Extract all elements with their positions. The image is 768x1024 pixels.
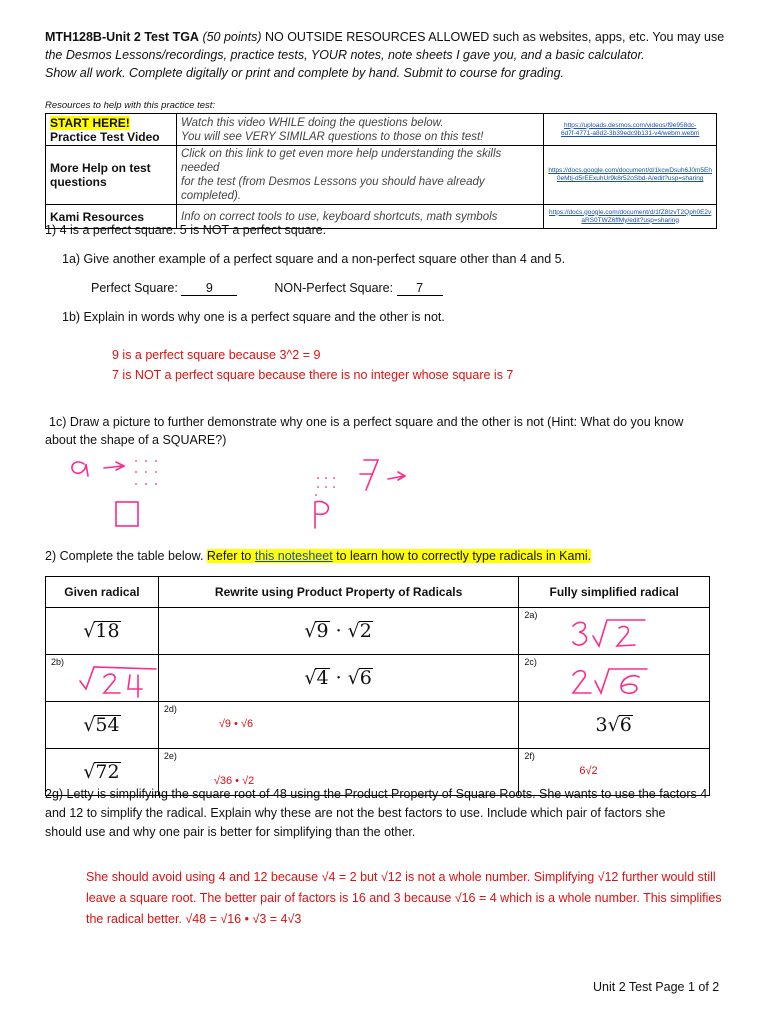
q1a-prompt: 1a) Give another example of a perfect square and a non-perfect square other than 4 and 5. (62, 252, 566, 266)
q2g-prompt-line2: and 12 to simplify the radical. Explain why these are not the best factors to use. Include which pair of factors she (45, 806, 666, 820)
table-row (46, 655, 710, 702)
radicand: 18 (95, 620, 120, 642)
q2-note-prefix: Refer to (206, 549, 255, 563)
radicand: 6 (619, 714, 632, 736)
q2g-answer-line2: leave a square root. The better pair of factors is 16 and 3 because √16 = 4 which is a whole number. This simplifies (86, 891, 722, 905)
q2g-answer-line1: She should avoid using 4 and 12 because √4 = 2 but √12 is not a whole number. Simplifying √12 further would still (86, 870, 716, 884)
handwritten-root-24 (76, 655, 166, 699)
given-radical-cell: √54 (46, 702, 159, 749)
resource-desc-line1: Watch this video WHILE doing the questions below. (181, 116, 444, 129)
radicand: 4 (316, 667, 329, 689)
resource-title-line1: More Help on test (50, 161, 151, 175)
typed-answer: √36 • √2 (213, 775, 255, 787)
radicals-table (45, 576, 710, 796)
resources-note: Resources to help with this practice test: (45, 100, 216, 111)
radicand: 72 (95, 761, 120, 783)
radicand: 54 (95, 714, 120, 736)
start-here-label: START HERE! (50, 115, 130, 130)
q2g-answer-line3: the radical better. √48 = √16 • √3 = 4√3 (86, 912, 302, 926)
column-header: Given radical (46, 577, 159, 608)
notesheet-link[interactable]: this notesheet (254, 549, 333, 563)
q2-stem-text: 2) Complete the table below. (45, 549, 207, 563)
radicand: 6 (359, 667, 372, 689)
problem-tag: 2c) (524, 657, 537, 667)
problem-tag: 2d) (163, 704, 177, 714)
q2-highlighted-note (207, 549, 591, 563)
radicand: 9 (316, 620, 329, 642)
header-line2: the Desmos Lessons/recordings, practice tests, YOUR notes, note sheets I gave you, and a basic calculator. (45, 48, 645, 62)
non-perfect-square-answer[interactable]: 7 (397, 281, 443, 296)
q1c-prompt-line2: about the shape of a SQUARE?) (45, 433, 227, 447)
resource-desc-line2: for the test (from Desmos Lessons you should have already completed). (181, 176, 485, 202)
resource-link-line1[interactable]: https://docs.google.com/document/d/1fZ8IzvT2Qph0E2v (549, 208, 712, 216)
resource-desc: Info on correct tools to use, keyboard shortcuts, math symbols (177, 205, 544, 229)
resource-title-line2: Practice Test Video (50, 129, 160, 144)
problem-tag: 2e) (163, 751, 177, 761)
typed-answer: 6√2 (579, 765, 598, 777)
q1-stem: 1) 4 is a perfect square. 5 is NOT a perfect square. (45, 223, 327, 237)
q2g-prompt-line1: 2g) Letty is simplifying the square root of 48 using the Product Property of Square Roots. She wants to use the factors 4 (45, 787, 708, 801)
given-radical-cell: √72 (46, 749, 159, 796)
handwritten-3-root-2 (569, 608, 659, 652)
resource-desc-line2: You will see VERY SIMILAR questions to those on this test! (181, 130, 484, 143)
q2-note-suffix: to learn how to correctly type radicals in Kami. (332, 549, 592, 563)
page-footer: Unit 2 Test Page 1 of 2 (593, 980, 720, 994)
header-line3: Show all work. Complete digitally or print and complete by hand. Submit to course for grading. (45, 66, 565, 80)
resource-link-line1[interactable]: https://uploads.desmos.com/videos/f9e958dc- (564, 121, 697, 129)
test-points: (50 points) (202, 30, 262, 44)
rewrite-cell[interactable] (158, 702, 519, 749)
q2g-prompt-line3: should use and why one pair is better for simplifying than the other. (45, 825, 416, 839)
typed-answer: √9 • √6 (218, 718, 254, 730)
column-header: Fully simplified radical (519, 577, 710, 608)
problem-tag: 2a) (524, 610, 538, 620)
resource-link-line2[interactable]: 0eMtj-d5rEExuhUr9k8r52oSbd-A/edit?usp=sharing (556, 175, 704, 182)
given-radical-cell[interactable] (46, 655, 159, 702)
simplified-cell[interactable] (519, 608, 710, 655)
table-row (46, 608, 710, 655)
radicals-header-row (46, 577, 710, 608)
problem-tag: 2b) (51, 657, 65, 667)
header-instructions: NO OUTSIDE RESOURCES ALLOWED such as websites, apps, etc. You may use (264, 30, 725, 44)
given-radical-cell: √18 (46, 608, 159, 655)
resource-link-line2[interactable]: aRS0TWZ6ffMy/edit?usp=sharing (581, 216, 679, 224)
q1b-answer-line1: 9 is a perfect square because 3^2 = 9 (112, 348, 321, 362)
rewrite-cell: √4 · √6 (158, 655, 519, 702)
column-header: Rewrite using Product Property of Radicals (158, 577, 519, 608)
radicand: 2 (359, 620, 372, 642)
test-title: MTH128B-Unit 2 Test TGA (45, 30, 199, 44)
table-row (46, 702, 710, 749)
resource-title-line2: questions (50, 175, 107, 189)
resource-link-line2[interactable]: 6d7f-4771-a8d2-3b39edc9b131-v4/webm.webm (560, 129, 700, 137)
simplified-cell[interactable] (519, 655, 710, 702)
handwritten-2-root-6 (569, 655, 659, 699)
coefficient: 3 (595, 714, 608, 736)
resource-title: Kami Resources (46, 205, 177, 229)
resource-link-line1[interactable]: https://docs.google.com/document/d/1kcwDsuh6J0m5Eh (548, 167, 712, 174)
q1c-prompt-line1: 1c) Draw a picture to further demonstrate why one is a perfect square and the other is not (Hint: What do you know (49, 415, 684, 429)
perfect-square-label: Perfect Square: (91, 281, 178, 295)
resource-desc-line1: Click on this link to get even more help understanding the skills needed (181, 148, 502, 174)
simplified-cell: 3√6 (519, 702, 710, 749)
problem-tag: 2f) (524, 751, 535, 761)
q1b-answer-line2: 7 is NOT a perfect square because there is no integer whose square is 7 (112, 368, 514, 382)
rewrite-cell: √9 · √2 (158, 608, 519, 655)
non-perfect-square-label: NON-Perfect Square: (274, 281, 394, 295)
q2-stem (45, 549, 591, 563)
q1b-prompt: 1b) Explain in words why one is a perfect square and the other is not. (62, 310, 445, 324)
perfect-square-answer[interactable]: 9 (181, 281, 237, 296)
